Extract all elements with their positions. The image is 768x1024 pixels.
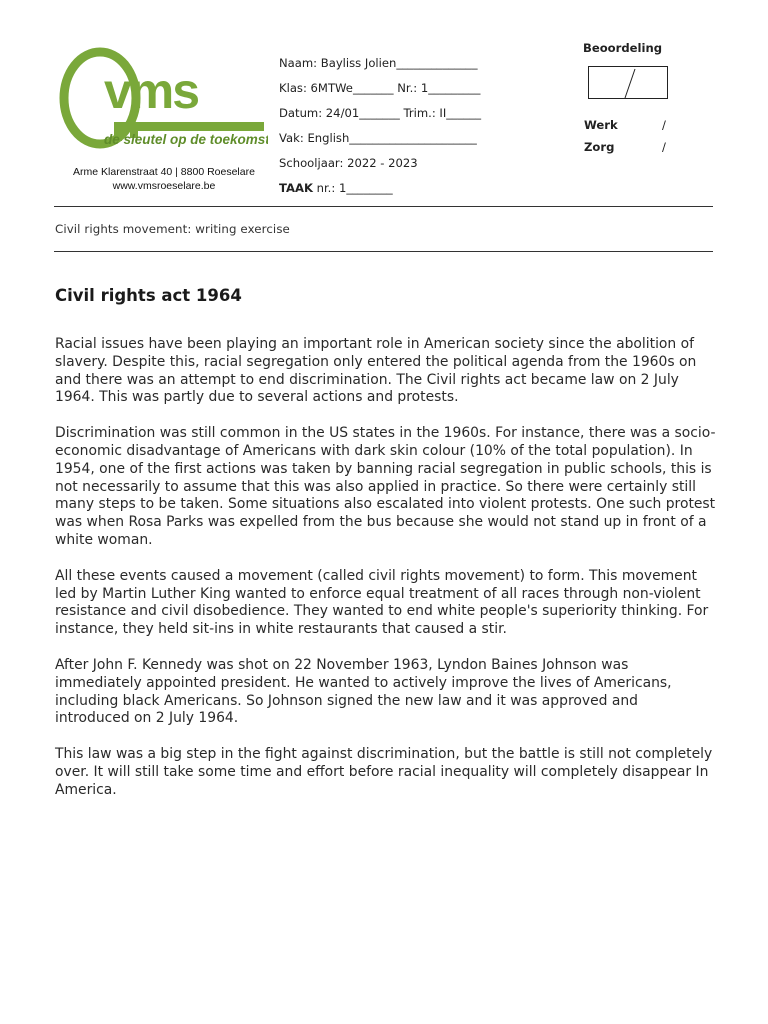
header-divider-bottom	[54, 251, 713, 252]
document-body	[55, 336, 717, 818]
task-label: TAAK	[279, 181, 313, 195]
grade-box	[588, 66, 668, 99]
student-date: Datum: 24/01_______ Trim.: II______	[279, 106, 482, 120]
logo-text: vms	[104, 63, 199, 119]
task-number	[279, 181, 393, 195]
paragraph: Racial issues have been playing an important role in American society since the abolition of slavery. Despite this, racial segregation only entered the political agenda from the 1960s on and there was an attempt to end discrimination. The Civil rights act became law on 2 July 1964. This was partly due to several actions and protests.	[55, 336, 697, 406]
school-year: Schooljaar: 2022 - 2023	[279, 156, 418, 170]
school-address: Arme Klarenstraat 40 | 8800 Roeselare	[73, 166, 255, 178]
werk-label: Werk	[584, 118, 618, 132]
logo-tagline: de sleutel op de toekomst	[104, 132, 268, 147]
task-number-value: nr.: 1________	[312, 181, 393, 195]
zorg-value: /	[662, 140, 666, 154]
key-logo-icon	[56, 40, 268, 158]
paragraph: This law was a big step in the fight against discrimination, but the battle is still not completely over. It will still take some time and effort before racial inequality will completely disappear In America.	[55, 746, 713, 798]
student-class: Klas: 6MTWe_______ Nr.: 1_________	[279, 81, 481, 95]
paragraph: After John F. Kennedy was shot on 22 November 1963, Lyndon Baines Johnson was immediately appointed president. He wanted to actively improve the lives of Americans, including black Americans. So Johnson signed the new law and it was approved and introduced on 2 July 1964.	[55, 656, 672, 727]
document-title: Civil rights act 1964	[55, 286, 242, 305]
student-subject: Vak: English______________________	[279, 131, 477, 145]
student-name: Naam: Bayliss Jolien______________	[279, 56, 478, 70]
school-address-block	[58, 165, 270, 193]
paragraph: Discrimination was still common in the US states in the 1960s. For instance, there was a socio-economic disadvantage of Americans with dark skin colour (10% of the total population). In 1954, one of the first actions was taken by banning racial segregation in public schools, this is not necessarily to assume that this was also applied in practice. So there were certainly still many steps to be taken. Some situations also escalated into violent protests. One such protest was when Rosa Parks was expelled from the bus because she would not stand up in front of a white woman.	[55, 425, 716, 548]
zorg-label: Zorg	[584, 140, 615, 154]
grading-title: Beoordeling	[583, 41, 663, 55]
grade-werk	[584, 118, 666, 132]
subject-line: Civil rights movement: writing exercise	[55, 222, 290, 236]
paragraph: All these events caused a movement (called civil rights movement) to form. This movement led by Martin Luther King wanted to enforce equal treatment of all races through non-violent resistance and civil disobedience. They wanted to end white people's superiority thinking. For instance, they held sit-ins in white restaurants that caused a stir.	[55, 567, 709, 638]
grade-slash-icon	[589, 67, 669, 100]
header-divider-top	[54, 206, 713, 207]
grade-zorg	[584, 140, 666, 154]
werk-value: /	[662, 118, 666, 132]
school-website: www.vmsroeselare.be	[112, 180, 216, 192]
school-logo	[56, 40, 268, 158]
